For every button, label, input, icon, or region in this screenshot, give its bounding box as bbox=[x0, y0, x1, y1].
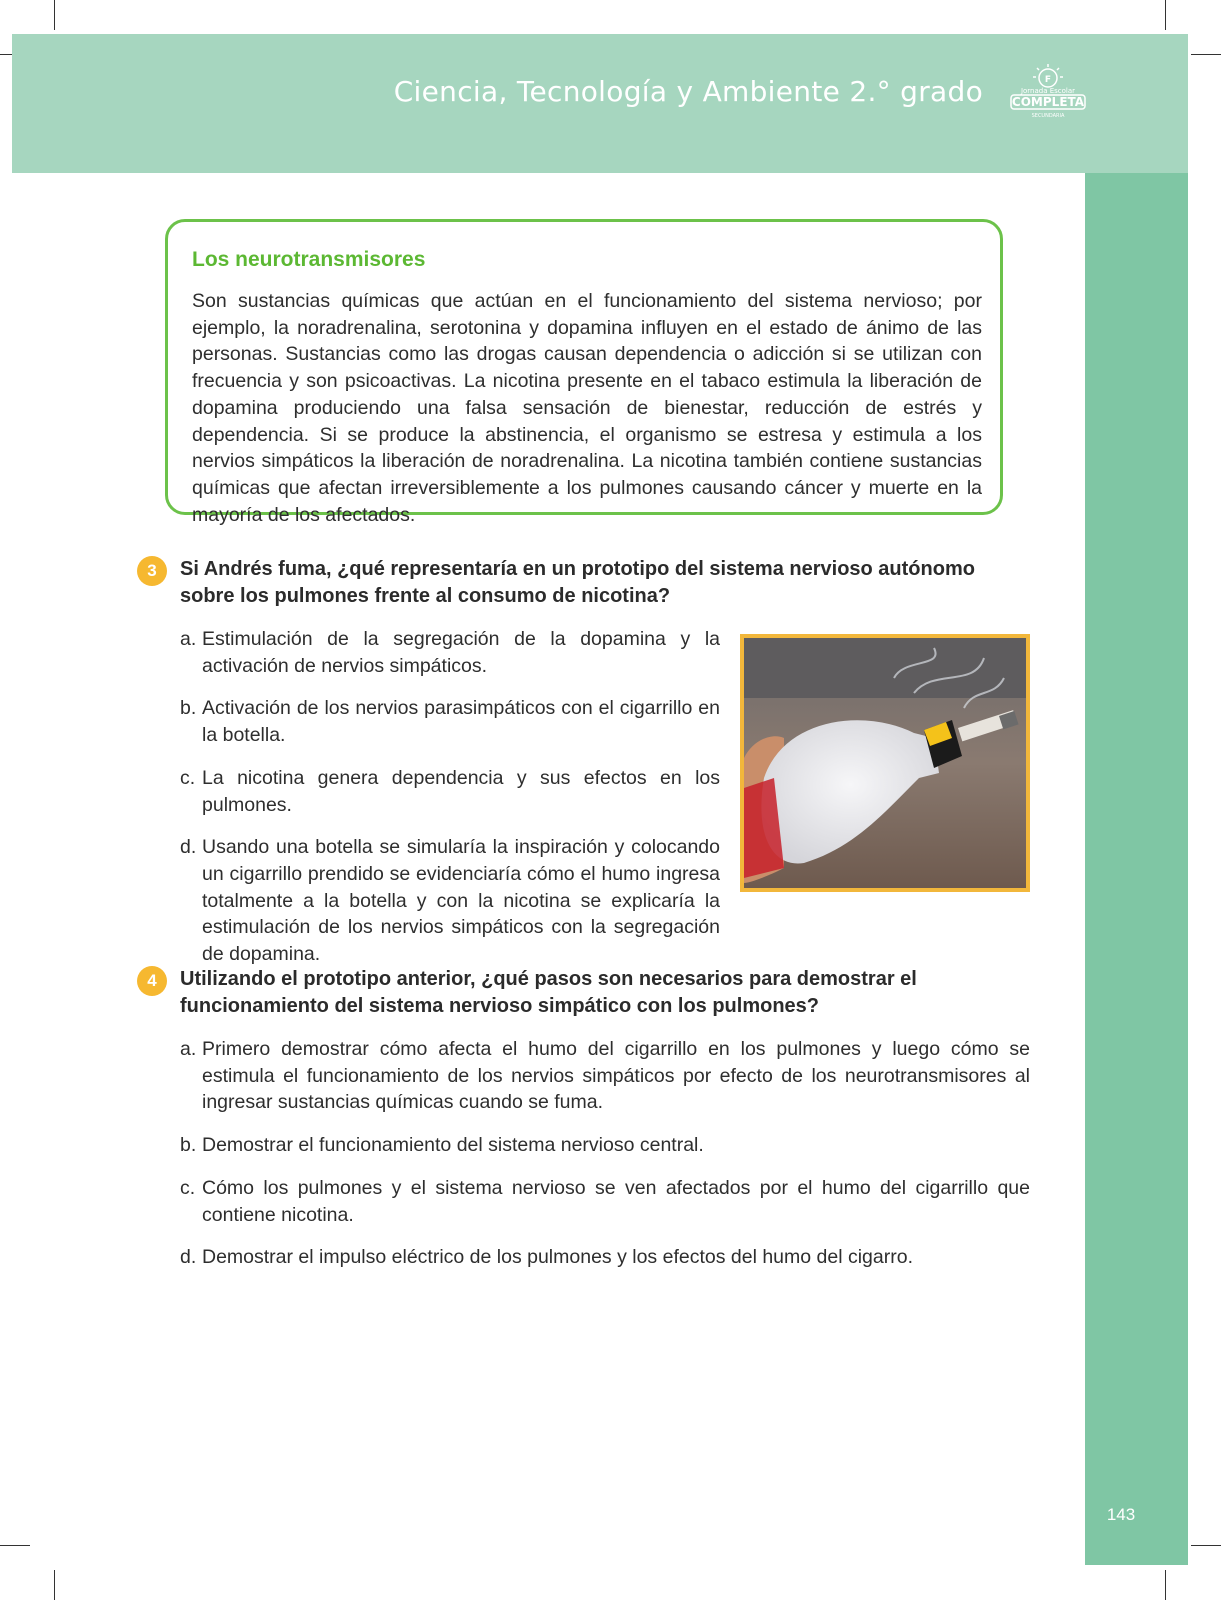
option-text: Activación de los nervios parasimpáticos con el cigarrillo en la botella. bbox=[202, 697, 720, 747]
crop-mark bbox=[1191, 1545, 1221, 1546]
question-number-badge: 4 bbox=[137, 966, 167, 996]
option-item[interactable] bbox=[180, 695, 720, 748]
question-text: Si Andrés fuma, ¿qué representaría en un prototipo del sistema nervioso autónomo sobre los pulmones frente al consumo de nicotina? bbox=[180, 558, 975, 607]
question-text: Utilizando el prototipo anterior, ¿qué pasos son necesarios para demostrar el funcionamiento del sistema nervioso simpático con los pulmones? bbox=[180, 968, 917, 1017]
jornada-escolar-completa-logo bbox=[1005, 62, 1091, 122]
page-number: 143 bbox=[1106, 1505, 1136, 1524]
logo-line2: COMPLETA bbox=[1011, 95, 1085, 109]
option-letter: c. bbox=[180, 766, 196, 789]
page-title: Ciencia, Tecnología y Ambiente 2.° grado bbox=[393, 75, 983, 108]
crop-mark bbox=[54, 1570, 55, 1600]
option-item[interactable] bbox=[180, 765, 720, 818]
option-letter: c. bbox=[180, 1176, 196, 1199]
option-text: La nicotina genera dependencia y sus efectos en los pulmones. bbox=[202, 766, 720, 816]
option-text: Demostrar el funcionamiento del sistema nervioso central. bbox=[202, 1134, 704, 1157]
option-letter: a. bbox=[180, 628, 197, 650]
svg-text:F: F bbox=[1044, 75, 1052, 85]
option-letter: d. bbox=[180, 836, 197, 859]
logo-line3: SECUNDARIA bbox=[1031, 113, 1065, 119]
right-sidebar-band bbox=[1085, 173, 1188, 1565]
bottle-cigarette-illustration bbox=[744, 638, 1026, 888]
option-item[interactable] bbox=[180, 1244, 1030, 1271]
option-item[interactable] bbox=[180, 626, 720, 679]
option-text: Estimulación de la segregación de la dopamina y la activación de nervios simpáticos. bbox=[202, 628, 720, 677]
answer-options bbox=[180, 1036, 1030, 1287]
info-box-title: Los neurotransmisores bbox=[192, 248, 426, 271]
info-box bbox=[165, 219, 1003, 526]
option-text: Demostrar el impulso eléctrico de los pulmones y los efectos del humo del cigarro. bbox=[202, 1246, 913, 1269]
option-item[interactable] bbox=[180, 834, 720, 968]
option-text: Cómo los pulmones y el sistema nervioso se ven afectados por el humo del cigarrillo que contiene nicotina. bbox=[202, 1176, 1030, 1226]
option-letter: d. bbox=[180, 1246, 197, 1269]
info-box-body: Son sustancias químicas que actúan en el funcionamiento del sistema nervioso; por ejemplo, la noradrenalina, serotonina y dopamina influyen en el estado de ánimo de las personas. Sustancias como las drogas causan dependencia o adicción si se utilizan con frecuencia y son psicoactivas. La nicotina presente en el tabaco estimula la liberación de dopamina produciendo una falsa sensación de bienestar, reducción de estrés y dependencia. Si se produce la abstinencia, el organismo se estresa y estimula a los nervios simpáticos la liberación de noradrenalina. La nicotina también contiene sustancias químicas que afectan irreversiblemente a los pulmones causando cáncer y muerte en la mayoría de los afectados. bbox=[192, 290, 982, 526]
option-item[interactable] bbox=[180, 1036, 1030, 1116]
option-letter: a. bbox=[180, 1038, 197, 1060]
crop-mark bbox=[1165, 1570, 1166, 1600]
option-letter: b. bbox=[180, 1134, 197, 1157]
option-item[interactable] bbox=[180, 1132, 1030, 1159]
option-text: Primero demostrar cómo afecta el humo del cigarrillo en los pulmones y luego cómo se estimula el funcionamiento de los nervios simpáticos por efecto de los neurotransmisores al ingresar sustancias químicas cuando se fuma. bbox=[202, 1038, 1030, 1114]
question-number-badge: 3 bbox=[137, 556, 167, 586]
crop-mark bbox=[0, 1545, 30, 1546]
option-text: Usando una botella se simularía la inspiración y colocando un cigarrillo prendido se evidenciaría cómo el humo ingresa totalmente a la botella y con la nicotina se explicaría la estimulación de los nervios simpáticos con la segregación de dopamina. bbox=[202, 836, 720, 966]
option-item[interactable] bbox=[180, 1175, 1030, 1228]
answer-options bbox=[180, 626, 720, 984]
logo-line1: Jornada Escolar bbox=[1020, 87, 1076, 95]
bottle-cigarette-photo bbox=[740, 634, 1030, 892]
option-letter: b. bbox=[180, 697, 197, 720]
crop-mark bbox=[54, 0, 55, 30]
crop-mark bbox=[1165, 0, 1166, 30]
crop-mark bbox=[1191, 54, 1221, 55]
